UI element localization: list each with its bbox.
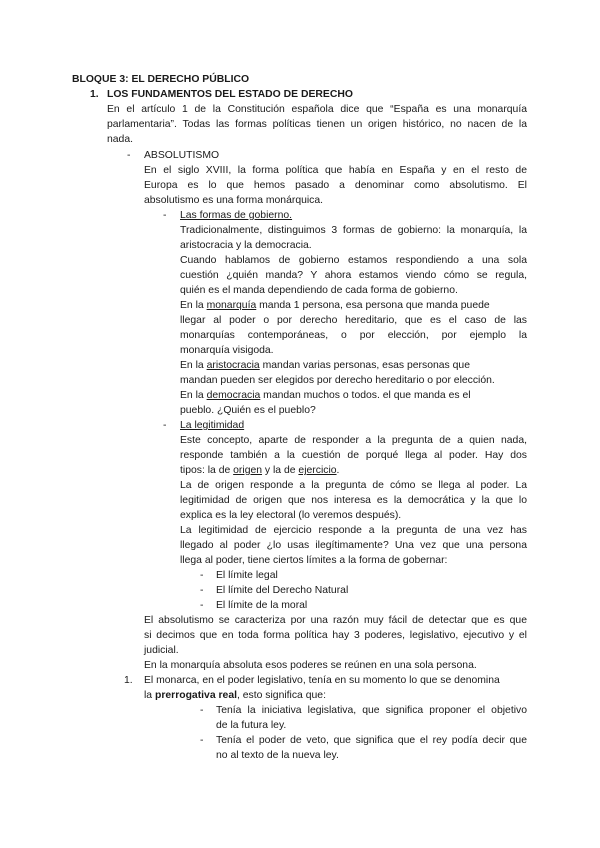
- formas-p3-line-1: [180, 298, 490, 314]
- legitimidad-p1-line-3: [180, 463, 339, 479]
- bullet-dash: -: [163, 420, 167, 431]
- legitimidad-heading: La legitimidad: [180, 420, 245, 431]
- legitimidad-p2-line-2: legitimidad de origen que nos interesa es la democrática y la que lo: [180, 495, 527, 506]
- bullet-dash: -: [127, 150, 131, 161]
- formas-p3-line-2: llegar al poder o por derecho hereditario, que es el caso de las: [180, 315, 527, 326]
- formas-p4-line-2: mandan pueden ser elegidos por derecho hereditario o por elección.: [180, 375, 495, 386]
- formas-p5-line-1: [180, 388, 471, 404]
- sub-item-line: no al texto de la nueva ley.: [216, 750, 339, 761]
- legitimidad-p1-line-2: responde también a la cuestión de porqué llega al poder. Hay dos: [180, 450, 527, 461]
- legitimidad-p2-line-1: La de origen responde a la pregunta de cómo se llega al poder. La: [180, 480, 527, 491]
- legitimidad-p3-line-3: llega al poder, tiene ciertos límites a la forma de gobernar:: [180, 555, 448, 566]
- closing-p2: En la monarquía absoluta esos poderes se reúnen en una sola persona.: [144, 660, 477, 671]
- text-span: mandan varias personas, esas personas que: [259, 360, 470, 371]
- formas-p1-line-2: aristocracia y la democracia.: [180, 240, 312, 251]
- text-span: , esto significa que:: [237, 690, 326, 701]
- term-democracia: democracia: [206, 390, 261, 401]
- absolutismo-line-2: Europa es lo que hemos pasado a denominar como absolutismo. El: [144, 180, 527, 191]
- numbered-item-number: 1.: [124, 675, 133, 686]
- formas-p4-line-1: [180, 358, 470, 374]
- closing-p1-line-1: El absolutismo se caracteriza por una razón muy fácil de detectar que es que: [144, 615, 527, 626]
- term-origen: origen: [233, 465, 263, 476]
- bullet-dash: -: [200, 570, 204, 581]
- text-span: mandan muchos o todos. el que manda es el: [260, 390, 471, 401]
- text-span: manda 1 persona, esa persona que manda puede: [256, 300, 490, 311]
- term-prerrogativa-real: prerrogativa real: [154, 690, 237, 701]
- numbered-line-1: El monarca, en el poder legislativo, tenía en su momento lo que se denomina: [144, 675, 500, 686]
- sub-item-line: Tenía el poder de veto, que significa que el rey podía decir que: [216, 735, 527, 746]
- section-title: LOS FUNDAMENTOS DEL ESTADO DE DERECHO: [107, 89, 353, 100]
- bullet-dash: -: [200, 600, 204, 611]
- intro-line-1: En el artículo 1 de la Constitución española dice que “España es una monarquía: [107, 104, 527, 115]
- formas-p2-line-2: cuestión ¿quién manda? Y ahora estamos viendo cómo se regula,: [180, 270, 527, 281]
- formas-p2-line-3: quién es el manda dependiendo de cada forma de gobierno.: [180, 285, 458, 296]
- text-span: En la: [180, 390, 207, 401]
- intro-line-3: nada.: [107, 134, 134, 145]
- formas-p2-line-1: Cuando hablamos de gobierno estamos respondiendo a una sola: [180, 255, 527, 266]
- legitimidad-p3-line-1: La legitimidad de ejercicio responde a la pregunta de una vez has: [180, 525, 527, 536]
- formas-p3-line-4: monarquía visigoda.: [180, 345, 274, 356]
- text-span: En la: [180, 300, 207, 311]
- limit-item: El límite del Derecho Natural: [216, 585, 349, 596]
- text-span: y la de: [262, 465, 299, 476]
- sub-item-line: Tenía la iniciativa legislativa, que significa proponer el objetivo: [216, 705, 527, 716]
- numbered-line-2: [144, 688, 326, 704]
- absolutismo-heading: ABSOLUTISMO: [144, 150, 220, 161]
- absolutismo-line-3: absolutismo es una forma monárquica.: [144, 195, 324, 206]
- bullet-dash: -: [163, 210, 167, 221]
- closing-p1-line-3: judicial.: [144, 645, 179, 656]
- term-ejercicio: ejercicio: [298, 465, 337, 476]
- legitimidad-p3-line-2: llegado al poder ¿lo usas ilegítimamente? Una vez que una persona: [180, 540, 527, 551]
- formas-p3-line-3: monarquías contemporáneas, o por elección, por ejemplo la: [180, 330, 527, 341]
- bullet-dash: -: [200, 585, 204, 596]
- intro-line-2: parlamentaria”. Todas las formas políticas tienen un origen histórico, no nacen de la: [107, 119, 527, 130]
- term-monarquia: monarquía: [206, 300, 257, 311]
- limit-item: El límite de la moral: [216, 600, 308, 611]
- bullet-dash: -: [200, 735, 204, 746]
- text-span: En la: [180, 360, 207, 371]
- bullet-dash: -: [200, 705, 204, 716]
- formas-heading: Las formas de gobierno.: [180, 210, 293, 221]
- legitimidad-p2-line-3: explica es la ley electoral (lo veremos después).: [180, 510, 402, 521]
- term-aristocracia: aristocracia: [206, 360, 260, 371]
- limit-item: El límite legal: [216, 570, 278, 581]
- text-span: la: [144, 690, 155, 701]
- legitimidad-p1-line-1: Este concepto, aparte de responder a la pregunta de a quien nada,: [180, 435, 527, 446]
- text-span: .: [336, 465, 340, 476]
- formas-p1-line-1: Tradicionalmente, distinguimos 3 formas de gobierno: la monarquía, la: [180, 225, 527, 236]
- closing-p1-line-2: si decimos que en toda forma política hay 3 poderes, legislativo, ejecutivo y el: [144, 630, 527, 641]
- block-title: BLOQUE 3: EL DERECHO PÚBLICO: [72, 74, 250, 85]
- section-number: 1.: [90, 89, 99, 100]
- formas-p5-line-2: pueblo. ¿Quién es el pueblo?: [180, 405, 316, 416]
- text-span: tipos: la de: [180, 465, 234, 476]
- absolutismo-line-1: En el siglo XVIII, la forma política que había en España y en el resto de: [144, 165, 527, 176]
- sub-item-line: de la futura ley.: [216, 720, 287, 731]
